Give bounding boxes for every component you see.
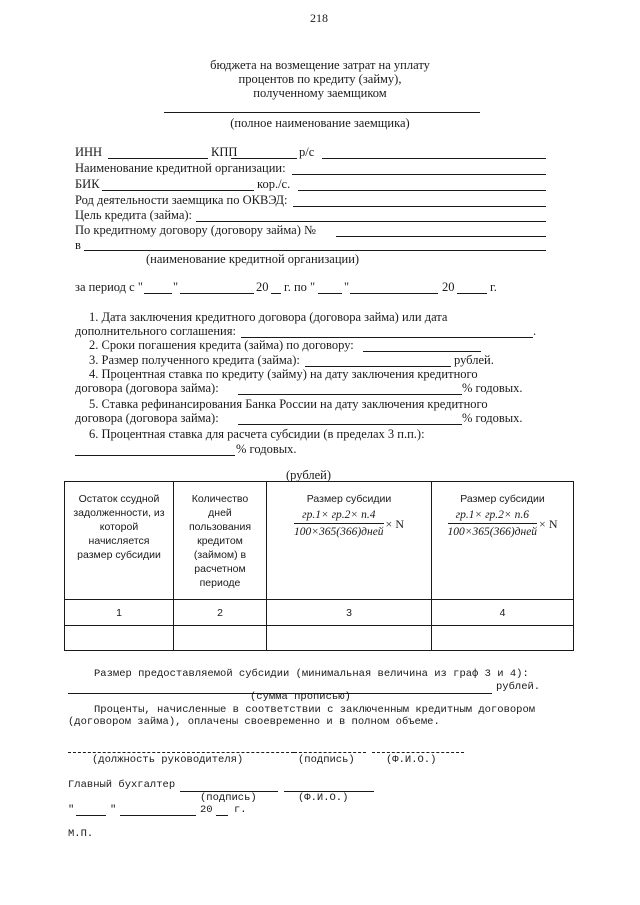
page-number: 218 xyxy=(310,11,328,25)
position-caption: (должность руководителя) xyxy=(92,754,244,766)
data-cell-subsidy-4[interactable] xyxy=(432,626,574,651)
header-col-2 xyxy=(174,482,267,600)
borrower-caption: (полное наименование заемщика) xyxy=(230,116,410,130)
signature-caption: (подпись) xyxy=(298,754,355,766)
kpp-field[interactable] xyxy=(231,158,297,159)
formula-col-3-numerator: гр.1× гр.2× п.4 xyxy=(294,508,384,524)
table-data-row xyxy=(65,626,574,651)
item-5-field[interactable] xyxy=(238,424,462,425)
date-g: г. xyxy=(234,804,247,816)
position-field[interactable] xyxy=(68,752,294,753)
table-number-row xyxy=(65,600,574,626)
item-1-line-2: дополнительного соглашения: xyxy=(75,324,236,338)
contract-number-field[interactable] xyxy=(336,236,546,237)
formula-col-4-denominator: 100×365(366)дней xyxy=(447,526,538,538)
item-4-line-2: договора (договора займа): xyxy=(75,381,219,395)
bank-name-label: Наименование кредитной организации: xyxy=(75,161,286,175)
item-6-line-1: 6. Процентная ставка для расчета субсидии (в пределах 3 п.п.): xyxy=(89,427,425,441)
header-col-1-line: размер субсидии xyxy=(77,549,161,561)
period-end-month-field[interactable] xyxy=(350,293,438,294)
col-number-2: 2 xyxy=(174,600,267,626)
bank-field[interactable] xyxy=(84,250,546,251)
header-col-2-line: дней xyxy=(208,507,232,519)
period-start-year-field[interactable] xyxy=(271,293,281,294)
inn-field[interactable] xyxy=(108,158,208,159)
item-5-line-2: договора (договора займа): xyxy=(75,411,219,425)
header-col-3-title: Размер субсидии xyxy=(306,493,392,505)
header-col-2-line: кредитом xyxy=(197,535,243,547)
item-2-text: 2. Сроки погашения кредита (займа) по договору: xyxy=(89,338,354,352)
interest-line-2: (договором займа), оплачены своевременно и в полном объеме. xyxy=(68,716,440,728)
item-6-unit: % годовых. xyxy=(236,442,297,456)
formula-col-3-fraction xyxy=(294,508,384,539)
header-col-2-line: пользования xyxy=(188,521,252,533)
header-col-1-line: Остаток ссудной xyxy=(78,493,160,505)
item-6-field[interactable] xyxy=(75,455,235,456)
period-end-label: г. по " xyxy=(284,280,316,294)
accountant-fio-caption: (Ф.И.О.) xyxy=(298,792,349,804)
period-end-year-field[interactable] xyxy=(457,293,487,294)
item-4-field[interactable] xyxy=(238,394,462,395)
item-1-period: . xyxy=(533,324,537,338)
header-line-1: бюджета на возмещение затрат на уплату xyxy=(210,58,430,72)
header-col-3 xyxy=(267,482,432,600)
bik-label: БИК xyxy=(75,177,100,191)
period-quote-2: " xyxy=(344,280,350,294)
col-number-3: 3 xyxy=(267,600,432,626)
period-year-1: 20 xyxy=(256,280,269,294)
formula-col-4-times-n: × N xyxy=(539,516,558,531)
amount-caption: (сумма прописью) xyxy=(250,691,351,703)
header-col-1-line: начисляется xyxy=(88,535,150,547)
item-1-line-1: 1. Дата заключения кредитного договора (договора займа) или дата xyxy=(89,310,448,324)
subsidy-table xyxy=(64,481,574,651)
fio-caption: (Ф.И.О.) xyxy=(386,754,437,766)
formula-col-3-denominator: 100×365(366)дней xyxy=(294,526,384,538)
bik-field[interactable] xyxy=(102,190,254,191)
item-4-line-1: 4. Процентная ставка по кредиту (займу) на дату заключения кредитного xyxy=(89,367,478,381)
amount-text: Размер предоставляемой субсидии (минимальная величина из граф 3 и 4): xyxy=(94,668,529,680)
table-header-row xyxy=(65,482,574,600)
item-2-field[interactable] xyxy=(363,351,481,352)
header-col-1-line: задолженности, из xyxy=(73,507,165,519)
rs-label: р/с xyxy=(299,145,315,159)
data-cell-days[interactable] xyxy=(174,626,267,651)
header-col-2-line: периоде xyxy=(199,577,241,589)
formula-col-4-fraction xyxy=(448,508,538,539)
item-4-unit: % годовых. xyxy=(462,381,523,395)
data-cell-subsidy-3[interactable] xyxy=(267,626,432,651)
kpp-label: КПП xyxy=(211,145,238,159)
period-start-day-field[interactable] xyxy=(144,293,172,294)
period-year-2: 20 xyxy=(442,280,455,294)
item-3-unit: рублей. xyxy=(454,353,494,367)
period-start-label: за период с " xyxy=(75,280,143,294)
okved-field[interactable] xyxy=(293,206,546,207)
rs-field[interactable] xyxy=(322,158,546,159)
kor-label: кор./с. xyxy=(257,177,291,191)
purpose-field[interactable] xyxy=(196,221,546,222)
period-g: г. xyxy=(490,280,497,294)
table-unit: (рублей) xyxy=(286,468,332,482)
fio-field[interactable] xyxy=(372,752,464,753)
inn-label: ИНН xyxy=(75,145,103,159)
date-day-field[interactable] xyxy=(76,815,106,816)
contract-label: По кредитному договору (договору займа) № xyxy=(75,223,316,237)
col-number-4: 4 xyxy=(432,600,574,626)
header-col-1 xyxy=(65,482,174,600)
signature-field[interactable] xyxy=(294,752,366,753)
date-quote-1: " xyxy=(68,804,75,816)
header-col-2-line: расчетном xyxy=(194,563,246,575)
col-number-1: 1 xyxy=(65,600,174,626)
formula-col-3-times-n: × N xyxy=(385,516,404,531)
period-start-month-field[interactable] xyxy=(180,293,254,294)
date-month-field[interactable] xyxy=(120,815,196,816)
kor-field[interactable] xyxy=(298,190,546,191)
formula-col-4 xyxy=(448,508,558,539)
item-5-unit: % годовых. xyxy=(462,411,523,425)
header-line-2: процентов по кредиту (займу), xyxy=(238,72,402,86)
item-3-text: 3. Размер полученного кредита (займа): xyxy=(89,353,300,367)
period-end-day-field[interactable] xyxy=(318,293,342,294)
period-quote-1: " xyxy=(173,280,179,294)
v-label: в xyxy=(75,238,81,252)
accountant-signature-caption: (подпись) xyxy=(200,792,257,804)
bank-name-field[interactable] xyxy=(292,174,546,175)
header-col-1-line: которой xyxy=(99,521,139,533)
item-5-line-1: 5. Ставка рефинансирования Банка России на дату заключения кредитного xyxy=(89,397,488,411)
header-col-4-title: Размер субсидии xyxy=(460,493,545,505)
date-year-field[interactable] xyxy=(216,815,228,816)
bank-caption: (наименование кредитной организации) xyxy=(146,252,360,266)
purpose-label: Цель кредита (займа): xyxy=(75,208,193,222)
formula-col-4-numerator: гр.1× гр.2× п.6 xyxy=(448,508,538,524)
interest-line-1: Проценты, начисленные в соответствии с заключенным кредитным договором xyxy=(94,704,536,716)
date-year-prefix: 20 xyxy=(200,804,213,816)
formula-col-3 xyxy=(294,508,404,539)
okved-label: Род деятельности заемщика по ОКВЭД: xyxy=(75,193,288,207)
borrower-name-line[interactable] xyxy=(164,112,480,113)
header-col-2-line: Количество xyxy=(191,493,249,505)
header-line-3: полученному заемщиком xyxy=(253,86,387,100)
stamp-place: М.П. xyxy=(68,828,94,840)
amount-unit: рублей. xyxy=(496,681,541,693)
header-col-2-line: (займом) в xyxy=(193,549,247,561)
date-quote-2: " xyxy=(110,804,117,816)
chief-accountant-label: Главный бухгалтер xyxy=(68,779,176,791)
data-cell-balance[interactable] xyxy=(65,626,174,651)
header-col-4 xyxy=(432,482,574,600)
